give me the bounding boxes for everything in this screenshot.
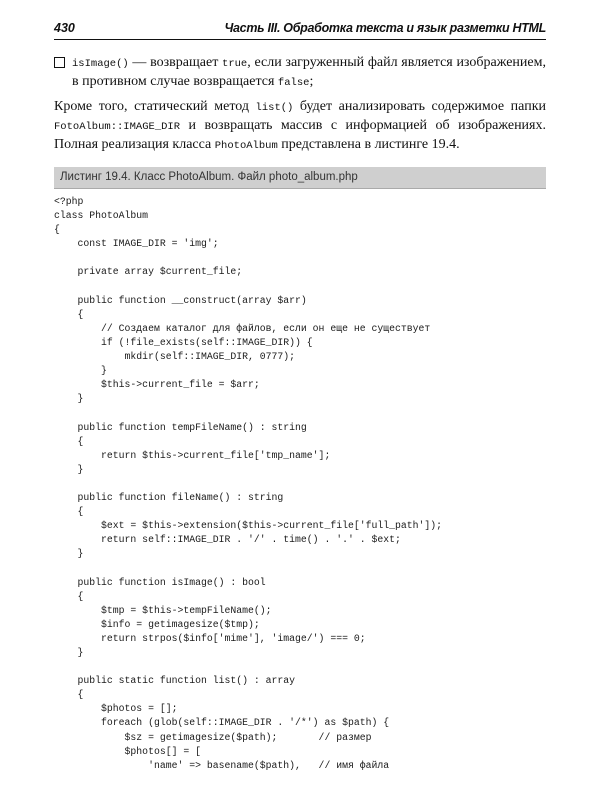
text: и возвращать массив с информацией об изображениях. Полная реализация класса <box>54 118 546 152</box>
code-line: if (!file_exists(self::IMAGE_DIR)) { <box>54 336 313 348</box>
code-line: $sz = getimagesize($path); // размер <box>54 731 372 743</box>
text: ; <box>309 74 314 89</box>
text: , если загруженный файл является изображением, в противном случае возвращается <box>72 55 546 89</box>
text: будет анализировать содержимое папки <box>293 99 546 114</box>
listing-caption <box>54 167 546 189</box>
code-line: { <box>54 224 60 236</box>
inline-code: FotoAlbum::IMAGE_DIR <box>54 121 181 133</box>
text: Кроме того, статический метод <box>54 99 256 114</box>
inline-code: isImage() <box>72 58 129 70</box>
inline-code: PhotoAlbum <box>214 140 278 152</box>
code-line: private array $current_file; <box>54 266 243 278</box>
code-line: $tmp = $this->tempFileName(); <box>54 604 272 616</box>
code-line <box>54 251 546 265</box>
code-listing <box>54 195 546 773</box>
text: — возвращает <box>128 55 223 70</box>
page-header <box>54 20 546 40</box>
code-line: $photos = []; <box>54 703 178 715</box>
inline-code: true <box>222 58 248 70</box>
code-line: return strpos($info['mime'], 'image/') === 0; <box>54 632 366 644</box>
code-line: return $this->current_file['tmp_name']; <box>54 449 331 461</box>
code-line: const IMAGE_DIR = 'img'; <box>54 238 219 250</box>
code-line: $info = getimagesize($tmp); <box>54 618 260 630</box>
body-paragraph <box>54 98 546 155</box>
inline-code: list() <box>255 102 294 114</box>
code-line: } <box>54 393 84 405</box>
code-line <box>54 561 546 575</box>
code-line: $ext = $this->extension($this->current_file['full_path']); <box>54 520 443 532</box>
code-line: } <box>54 463 84 475</box>
code-line <box>54 406 546 420</box>
listing-caption-text: Листинг 19.4. Класс PhotoAlbum. Файл photo_album.php <box>60 171 358 183</box>
code-line: { <box>54 689 84 701</box>
code-line: { <box>54 435 84 447</box>
code-line: class PhotoAlbum <box>54 210 149 222</box>
code-line: // Создаем каталог для файлов, если он еще не существует <box>54 322 431 334</box>
code-line <box>54 660 546 674</box>
code-line: foreach (glob(self::IMAGE_DIR . '/*') as $path) { <box>54 717 390 729</box>
code-line: public static function list() : array <box>54 675 296 687</box>
code-line <box>54 477 546 491</box>
code-line: <?php <box>54 196 84 207</box>
page-number: 430 <box>54 21 75 35</box>
code-line: $this->current_file = $arr; <box>54 379 260 391</box>
code-line: { <box>54 590 84 602</box>
code-line: public function isImage() : bool <box>54 576 266 588</box>
code-line: } <box>54 647 84 658</box>
code-line <box>54 280 546 294</box>
code-line: } <box>54 365 107 377</box>
code-line: 'name' => basename($path), // имя файла <box>54 759 390 771</box>
code-line: } <box>54 548 84 560</box>
code-line: mkdir(self::IMAGE_DIR, 0777); <box>54 351 296 363</box>
text: представлена в листинге 19.4. <box>277 137 460 152</box>
checkbox-bullet-icon <box>54 57 65 68</box>
code-line: public function __construct(array $arr) <box>54 294 307 306</box>
code-line: public function fileName() : string <box>54 491 284 503</box>
code-line: public function tempFileName() : string <box>54 421 307 433</box>
code-line: { <box>54 506 84 518</box>
code-line: { <box>54 308 84 320</box>
chapter-title: Часть III. Обработка текста и язык разметки HTML <box>224 21 546 35</box>
inline-code: false <box>277 77 310 89</box>
bullet-item <box>54 54 546 92</box>
code-line: $photos[] = [ <box>54 745 201 757</box>
code-line: return self::IMAGE_DIR . '/' . time() . '.' . $ext; <box>54 534 401 546</box>
